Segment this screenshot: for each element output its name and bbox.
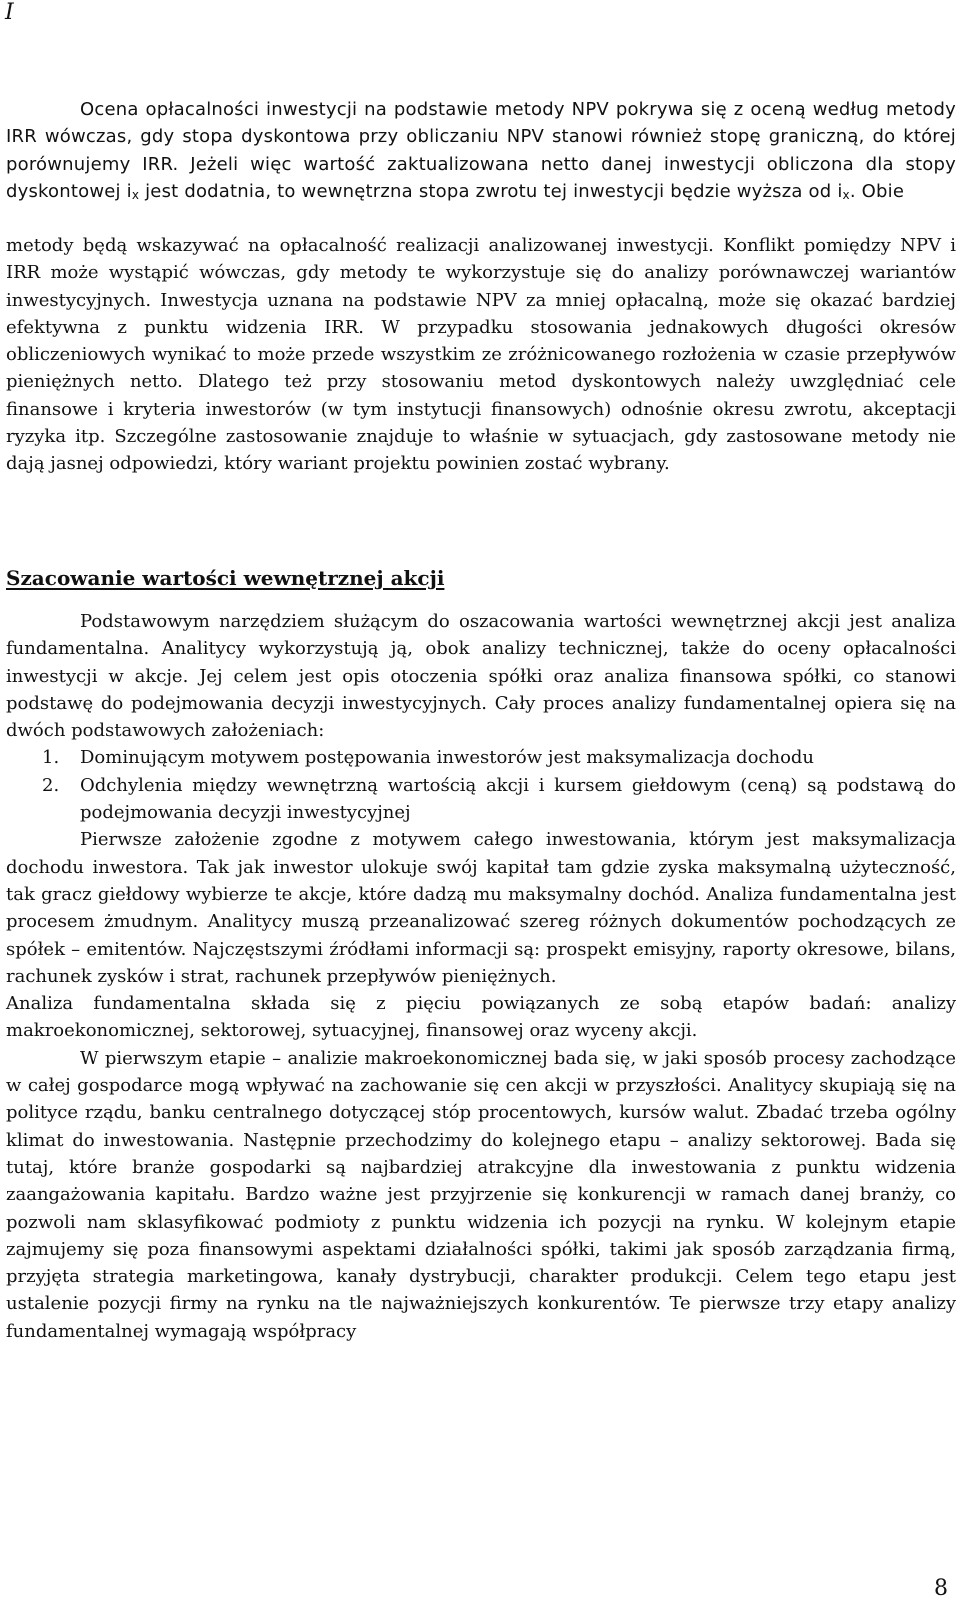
npv-irr-text-part1 [6,96,956,205]
assumptions-list [6,744,956,826]
list-text: Dominującym motywem postępowania inwestorów jest maksymalizacja dochodu [80,747,815,769]
list-text: Odchylenia między wewnętrzną wartością akcji i kursem giełdowym (ceną) są podstawą do podejmowania decyzji inwestycyjnej [80,774,956,824]
first-stage-paragraph: W pierwszym etapie – analizie makroekonomicznej bada się, w jaki sposób procesy zachodzące w całej gospodarce mogą wpływać na zachowanie się cen akcji w przyszłości. Analitycy skupiają się na polityce rządu, banku centralnego dotyczącej stóp procentowych, kursów walut. Zbadać trzeba ogólny klimat do inwestowania. Następnie przechodzimy do kolejnego etapu – analizy sektorowej. Bada się tutaj, które branże gospodarki są najbardziej atrakcyjne dla inwestowania z punktu widzenia zaangażowania kapitału. Bardzo ważne jest przyjrzenie się konkurencji w ramach danej branży, co pozwoli nam sklasyfikować podmioty z punktu widzenia ich pozycji na rynku. W kolejnym etapie zajmujemy się poza finansowymi aspektami działalności spółki, takimi jak sposób zarządzania firmą, przyjęta strategia marketingowa, kanały dystrybucji, charakter produkcji. Celem tego etapu jest ustalenie pozycji firmy na rynku na tle najważniejszych konkurentów. Te pierwsze trzy etapy analizy fundamentalnej wymagają współpracy [6,1047,956,1342]
subscript: x [842,187,850,202]
list-number: 2. [42,774,60,796]
text-run: jest dodatnia, to wewnętrzna stopa zwrotu tej inwestycji będzie wyższa od i [139,180,843,202]
npv-irr-paragraph [6,96,956,205]
subscript: x [131,187,140,202]
section-heading: Szacowanie wartości wewnętrznej akcji [6,566,445,590]
list-item [6,772,956,827]
stages-paragraph: Analiza fundamentalna składa się z pięciu powiązanych ze sobą etapów badań: analizy makroekonomicznej, sektorowej, sytuacyjnej, finansowej oraz wyceny akcji. [6,993,956,1042]
fundamental-analysis-body [6,608,956,1345]
list-item [6,744,956,771]
text-run: Ocena opłacalności inwestycji na podstawie metody NPV pokrywa się z oceną według metody IRR wówczas, gdy stopa dyskontowa przy obliczaniu NPV stanowi również stopę graniczną, do której porównujemy IRR. Jeżeli więc wartość zaktualizowana netto danej inwestycji obliczona dla stopy dyskontowej i [6,99,956,202]
npv-irr-text-part2: metody będą wskazywać na opłacalność realizacji analizowanej inwestycji. Konflikt pomiędzy NPV i IRR może wystąpić wówczas, gdy metody te wykorzystuje się do analizy porównawczej wariantów inwestycyjnych. Inwestycja uznana na podstawie NPV za mniej opłacalną, może się okazać bardziej efektywna z punktu widzenia IRR. W przypadku stosowania jednakowych długości okresów obliczeniowych wynikać to może przede wszystkim ze zróżnicowanego rozłożenia w czasie przepływów pieniężnych netto. Dlatego też przy stosowaniu metod dyskontowych należy uwzględniać cele finansowe i kryteria inwestorów (w tym instytucji finansowych) odnośnie okresu zwrotu, akceptacji ryzyka itp. Szczególne zastosowanie znajduje to właśnie w sytuacjach, gdy zastosowane metody nie dają jasnej odpowiedzi, który wariant projektu powinien zostać wybrany. [6,235,956,475]
first-assumption-paragraph: Pierwsze założenie zgodne z motywem całego inwestowania, którym jest maksymalizacja dochodu inwestora. Tak jak inwestor ulokuje swój kapitał tam gdzie zyska maksymalną użyteczność, tak gracz giełdowy wybierze te akcje, które dadzą mu maksymalny dochód. Analiza fundamentalna jest procesem żmudnym. Analitycy muszą przeanalizować szereg różnych dokumentów pochodzących ze spółek – emitentów. Najczęstszymi źródłami informacji są: prospekt emisyjny, raporty okresowe, bilans, rachunek zysków i strat, rachunek przepływów pieniężnych. [6,829,956,987]
list-number: 1. [42,747,60,769]
intro-paragraph: Podstawowym narzędziem służącym do oszacowania wartości wewnętrznej akcji jest analiza fundamentalna. Analitycy wykorzystują ją, obok analizy technicznej, także do oceny opłacalności inwestycji w akcje. Jej celem jest opis otoczenia spółki oraz analiza finansowa spółki, co stanowi podstawę do podejmowania decyzji inwestycyjnych. Cały proces analizy fundamentalnej opiera się na dwóch podstawowych założeniach: [6,611,956,742]
text-run: . Obie [849,180,905,202]
page-number: 8 [934,1576,948,1601]
corner-mark: I [5,0,14,25]
npv-irr-paragraph-continued [6,232,956,478]
